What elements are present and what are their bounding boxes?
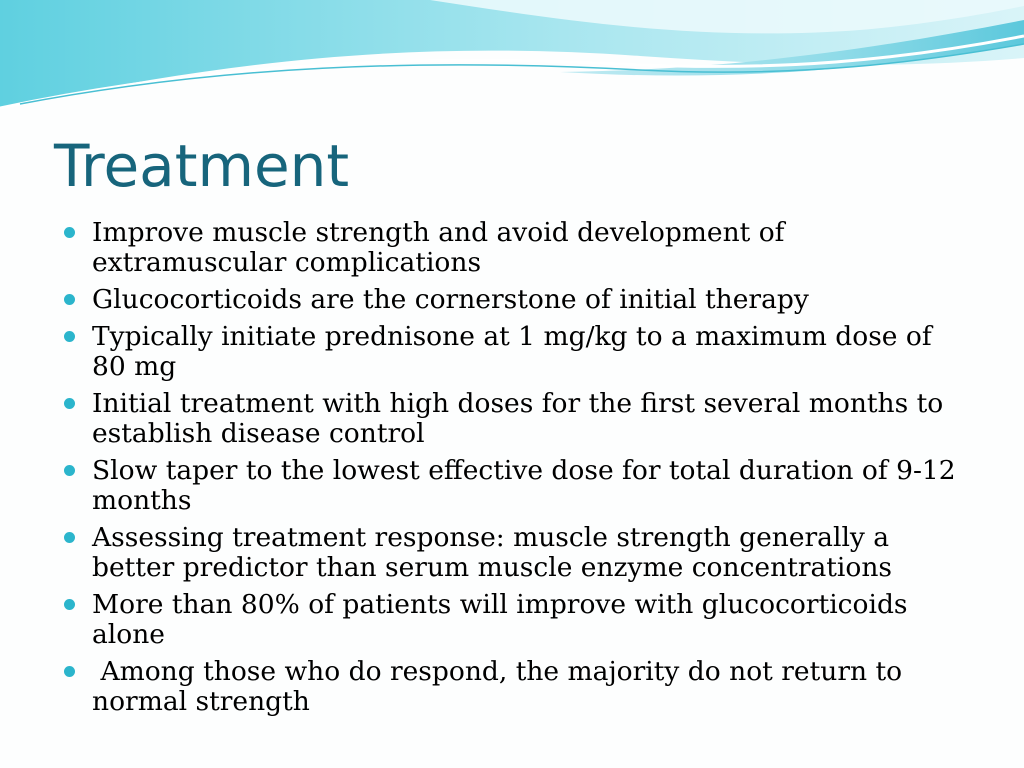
bullet-list bbox=[62, 217, 965, 724]
bullet-dot-icon bbox=[64, 599, 75, 610]
bullet-item bbox=[62, 657, 962, 717]
bullet-text: More than 80% of patients will improve with glucocorticoids alone bbox=[92, 589, 916, 650]
bullet-item bbox=[62, 285, 962, 315]
bullet-item bbox=[62, 455, 965, 516]
bullet-dot-icon bbox=[64, 465, 75, 476]
bullet-dot-icon bbox=[64, 227, 75, 238]
bullet-text: Assessing treatment response: muscle strength generally a better predictor than serum muscle enzyme concentrations bbox=[92, 522, 898, 583]
bullet-dot-icon bbox=[64, 666, 75, 677]
bullet-item bbox=[62, 389, 962, 449]
bullet-text: Slow taper to the lowest effective dose for total duration of 9-12 months bbox=[92, 455, 965, 516]
bullet-text: Typically initiate prednisone at 1 mg/kg to a maximum dose of 80 mg bbox=[92, 321, 941, 382]
bullet-item bbox=[62, 218, 962, 278]
bullet-text: Initial treatment with high doses for the first several months to establish disease control bbox=[92, 388, 952, 449]
bullet-text: Among those who do respond, the majority do not return to normal strength bbox=[92, 656, 911, 717]
bullet-text: Glucocorticoids are the cornerstone of initial therapy bbox=[92, 284, 809, 315]
bullet-dot-icon bbox=[64, 398, 75, 409]
bullet-item bbox=[62, 322, 962, 382]
header-wave-decoration bbox=[0, 0, 1024, 130]
bullet-dot-icon bbox=[64, 294, 75, 305]
bullet-item bbox=[62, 523, 962, 583]
bullet-dot-icon bbox=[64, 532, 75, 543]
bullet-item bbox=[62, 590, 962, 650]
bullet-text: Improve muscle strength and avoid development of extramuscular complications bbox=[92, 217, 793, 278]
slide-title: Treatment bbox=[54, 132, 350, 200]
bullet-dot-icon bbox=[64, 331, 75, 342]
